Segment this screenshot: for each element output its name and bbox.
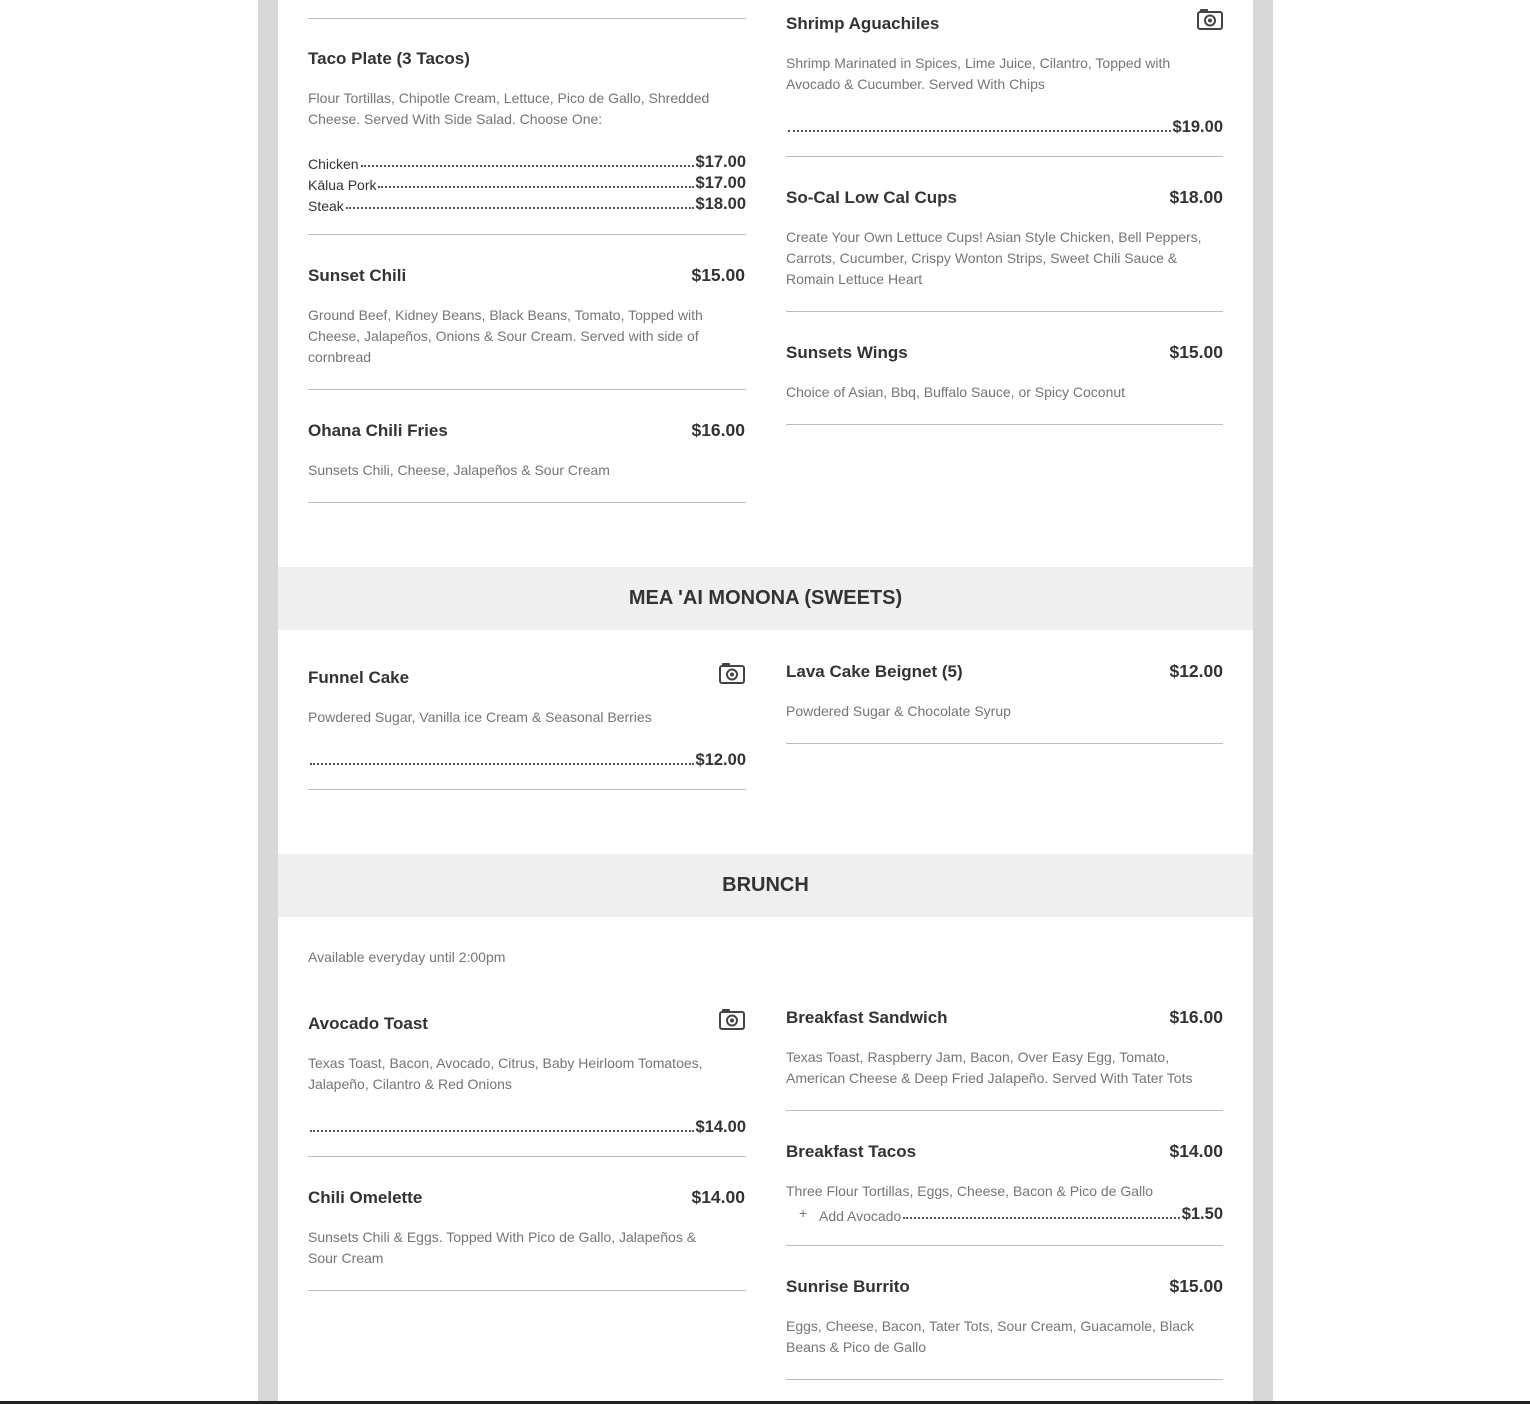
item-price: $18.00 — [1169, 187, 1223, 207]
camera-icon[interactable] — [1197, 8, 1223, 30]
divider — [308, 234, 746, 235]
divider — [786, 424, 1223, 425]
section-header-sweets: MEA 'AI MONONA (SWEETS) — [278, 567, 1253, 630]
divider — [308, 18, 746, 19]
divider — [308, 1156, 746, 1157]
option-price: $18.00 — [695, 195, 746, 213]
item-description: Powdered Sugar, Vanilla ice Cream & Seasonal Berries — [308, 709, 652, 725]
item-title[interactable]: Sunsets Wings — [786, 343, 908, 362]
camera-icon[interactable] — [719, 1008, 745, 1030]
divider — [786, 311, 1223, 312]
item-price: $12.00 — [695, 751, 746, 769]
divider — [786, 1245, 1223, 1246]
item-description: Create Your Own Lettuce Cups! Asian Style Chicken, Bell Peppers, Carrots, Cucumber, Crispy Wonton Strips, Sweet Chili Sauce & Romain Lettuce Heart — [786, 229, 1202, 287]
camera-icon[interactable] — [719, 662, 745, 684]
item-price: $16.00 — [1169, 1007, 1223, 1027]
item-title[interactable]: Funnel Cake — [308, 668, 410, 687]
item-price: $15.00 — [1169, 1276, 1223, 1296]
item-price: $12.00 — [1169, 661, 1223, 681]
item-description: Sunsets Chili & Eggs. Topped With Pico de Gallo, Jalapeños & Sour Cream — [308, 1229, 697, 1266]
price-option-row[interactable] — [308, 171, 746, 193]
item-description: Ground Beef, Kidney Beans, Black Beans, Tomato, Topped with Cheese, Jalapeños, Onions & Sour Cream. Served with side of cornbread — [308, 307, 703, 365]
item-title[interactable]: Taco Plate (3 Tacos) — [308, 49, 470, 68]
item-title[interactable]: Sunrise Burrito — [786, 1277, 910, 1296]
item-description: Texas Toast, Bacon, Avocado, Citrus, Baby Heirloom Tomatoes, Jalapeño, Cilantro & Red Onions — [308, 1055, 703, 1092]
addon-plus-icon: + — [799, 1205, 808, 1221]
item-title[interactable]: Breakfast Tacos — [786, 1142, 917, 1161]
divider — [786, 156, 1223, 157]
section-note: Available everyday until 2:00pm — [308, 949, 506, 965]
divider — [308, 389, 746, 390]
addon-row[interactable] — [819, 1202, 1223, 1224]
item-description: Flour Tortillas, Chipotle Cream, Lettuce, Pico de Gallo, Shredded Cheese. Served With Side Salad. Choose One: — [308, 90, 710, 127]
item-description: Three Flour Tortillas, Eggs, Cheese, Bacon & Pico de Gallo — [786, 1183, 1154, 1199]
addon-price: $1.50 — [1181, 1205, 1223, 1223]
item-description: Powdered Sugar & Chocolate Syrup — [786, 703, 1011, 719]
item-title[interactable]: Ohana Chili Fries — [308, 421, 448, 440]
item-price: $15.00 — [691, 265, 745, 285]
option-price: $17.00 — [695, 153, 746, 171]
item-description: Shrimp Marinated in Spices, Lime Juice, Cilantro, Topped with Avocado & Cucumber. Served With Chips — [786, 55, 1171, 92]
item-title[interactable]: Shrimp Aguachiles — [786, 14, 940, 33]
divider — [786, 1110, 1223, 1111]
item-description: Sunsets Chili, Cheese, Jalapeños & Sour Cream — [308, 462, 610, 478]
addon-label: Add Avocado — [819, 1208, 902, 1224]
item-price: $14.00 — [1169, 1141, 1223, 1161]
option-label: Steak — [308, 198, 344, 214]
price-row[interactable] — [308, 748, 746, 770]
divider — [786, 1379, 1223, 1380]
divider — [308, 1290, 746, 1291]
option-price: $17.00 — [695, 174, 746, 192]
price-option-row[interactable] — [308, 192, 746, 214]
item-price: $14.00 — [695, 1118, 746, 1136]
item-price: $19.00 — [1172, 118, 1223, 136]
price-option-row[interactable] — [308, 150, 746, 172]
item-price: $16.00 — [691, 420, 745, 440]
item-title[interactable]: Breakfast Sandwich — [786, 1008, 948, 1027]
item-title[interactable]: Lava Cake Beignet (5) — [786, 662, 963, 681]
divider — [308, 789, 746, 790]
option-label: Kālua Pork — [308, 177, 377, 193]
item-price: $14.00 — [691, 1187, 745, 1207]
section-header-brunch: BRUNCH — [278, 854, 1253, 917]
item-title[interactable]: So-Cal Low Cal Cups — [786, 188, 957, 207]
price-row[interactable] — [786, 115, 1223, 137]
item-price: $15.00 — [1169, 342, 1223, 362]
option-label: Chicken — [308, 156, 359, 172]
item-title[interactable]: Sunset Chili — [308, 266, 407, 285]
divider — [786, 743, 1223, 744]
divider — [308, 502, 746, 503]
item-title[interactable]: Chili Omelette — [308, 1188, 423, 1207]
item-title[interactable]: Avocado Toast — [308, 1014, 428, 1033]
item-description: Eggs, Cheese, Bacon, Tater Tots, Sour Cream, Guacamole, Black Beans & Pico de Gallo — [786, 1318, 1195, 1355]
item-description: Choice of Asian, Bbq, Buffalo Sauce, or Spicy Coconut — [786, 384, 1126, 400]
price-row[interactable] — [308, 1115, 746, 1137]
item-description: Texas Toast, Raspberry Jam, Bacon, Over Easy Egg, Tomato, American Cheese & Deep Fried Jalapeño. Served With Tater Tots — [786, 1049, 1193, 1086]
